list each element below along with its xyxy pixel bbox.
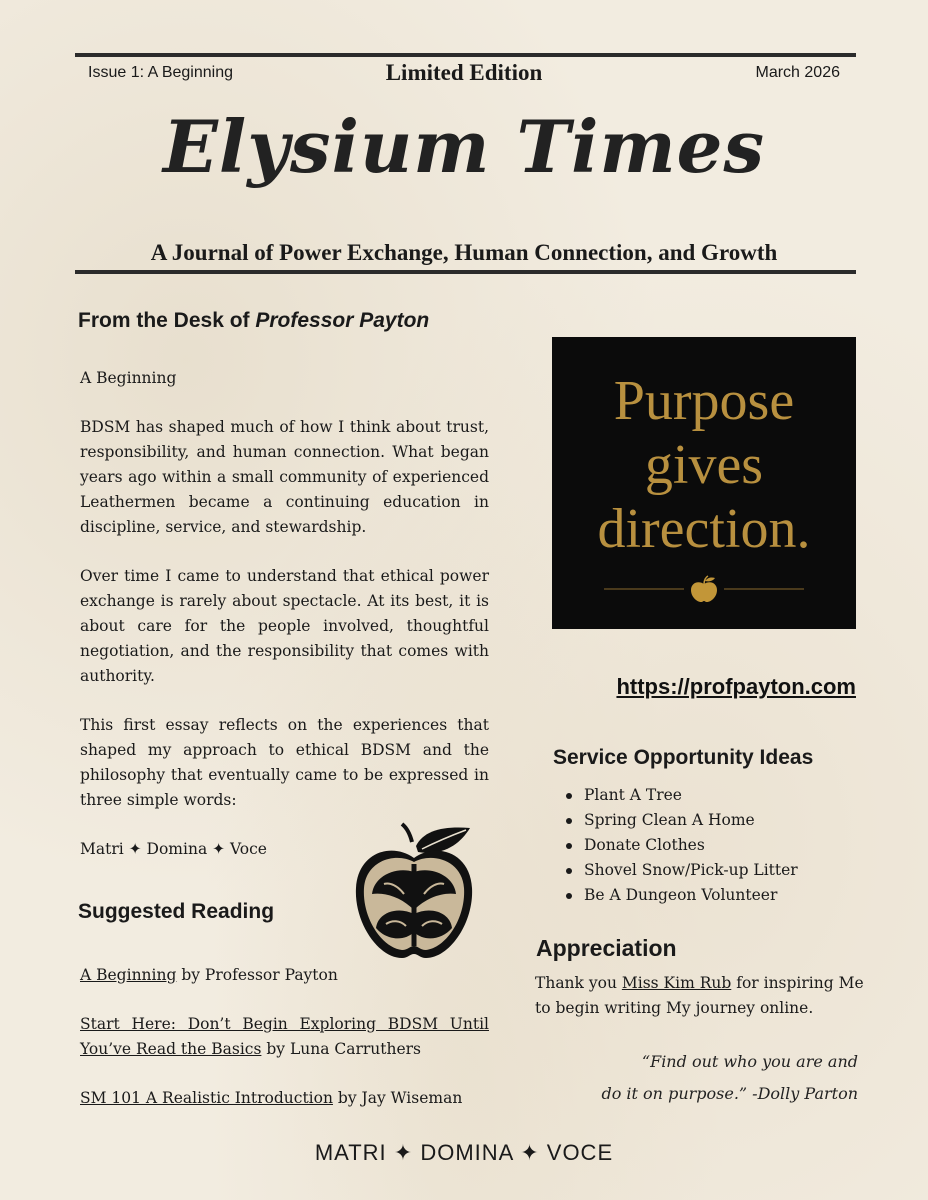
quote-line: “Find out who you are and [641, 1052, 858, 1071]
website-link[interactable]: https://profpayton.com [616, 674, 856, 699]
newsletter-subtitle: A Journal of Power Exchange, Human Connection, and Growth [150, 240, 778, 265]
reading-author: by Professor Payton [176, 966, 338, 984]
desk-article [80, 366, 489, 886]
reading-author: by Jay Wiseman [332, 1089, 463, 1107]
appreciation-suffix: for inspiring Me to begin writing My journey online. [535, 974, 864, 1017]
issue-date: March 2026 [755, 64, 840, 81]
apple-illustration-icon [352, 822, 476, 962]
appreciation-text [535, 971, 865, 1021]
suggested-reading-heading: Suggested Reading [78, 900, 275, 923]
purpose-poster [552, 337, 856, 629]
service-heading: Service Opportunity Ideas [553, 746, 814, 769]
reading-list [80, 963, 489, 1135]
poster-line: gives [644, 434, 764, 496]
article-paragraph: BDSM has shaped much of how I think about trust, responsibility, and human connection. What began years ago within a small community of experienced Leathermen became a continuing education in discipline, service, and stewardship. [80, 418, 489, 536]
quote-line: do it on purpose.” -Dolly Parton [601, 1084, 858, 1103]
reading-item [80, 963, 489, 988]
footer-motto: MATRI ✦ DOMINA ✦ VOCE [314, 1140, 614, 1165]
appreciation-name-link[interactable]: Miss Kim Rub [621, 974, 732, 992]
poster-line: Purpose [613, 370, 795, 432]
article-paragraph: This first essay reflects on the experiences that shaped my approach to ethical BDSM and the philosophy that eventually came to be expressed in three simple words: [80, 716, 489, 809]
reading-title-link[interactable]: Start Here: Don’t Begin Exploring BDSM Until You’ve Read the Basics [80, 1015, 489, 1058]
article-paragraph: A Beginning [80, 369, 177, 387]
apple-icon [594, 574, 814, 604]
service-list-item: Donate Clothes [560, 833, 798, 858]
service-list-item: Plant A Tree [560, 783, 798, 808]
reading-title-link[interactable]: SM 101 A Realistic Introduction [80, 1089, 333, 1107]
service-list-item: Be A Dungeon Volunteer [560, 883, 798, 908]
desk-heading [78, 309, 429, 333]
edition-label: Limited Edition [385, 60, 543, 85]
reading-item [80, 1012, 489, 1062]
desk-heading-name: Professor Payton [255, 309, 430, 332]
article-paragraph: Over time I came to understand that ethical power exchange is rarely about spectacle. At its best, it is about care for the people involved, thoughtful negotiation, and the responsibility that comes with authority. [80, 567, 489, 685]
masthead-rule [75, 270, 856, 274]
appreciation-heading: Appreciation [536, 935, 677, 961]
reading-author: by Luna Carruthers [261, 1040, 422, 1058]
article-motto: Matri ✦ Domina ✦ Voce [80, 840, 267, 858]
poster-line: direction. [597, 498, 811, 560]
appreciation-prefix: Thank you [535, 974, 622, 992]
service-list [560, 783, 798, 908]
purpose-poster-text [552, 369, 856, 561]
reading-title-link[interactable]: A Beginning [80, 966, 177, 984]
desk-heading-prefix: From the Desk of [78, 309, 256, 332]
quote [601, 1046, 858, 1110]
issue-label: Issue 1: A Beginning [88, 64, 233, 81]
reading-item [80, 1086, 489, 1111]
service-list-item: Spring Clean A Home [560, 808, 798, 833]
newsletter-title: Elysium Times [162, 104, 765, 189]
top-rule [75, 53, 856, 57]
service-list-item: Shovel Snow/Pick-up Litter [560, 858, 798, 883]
